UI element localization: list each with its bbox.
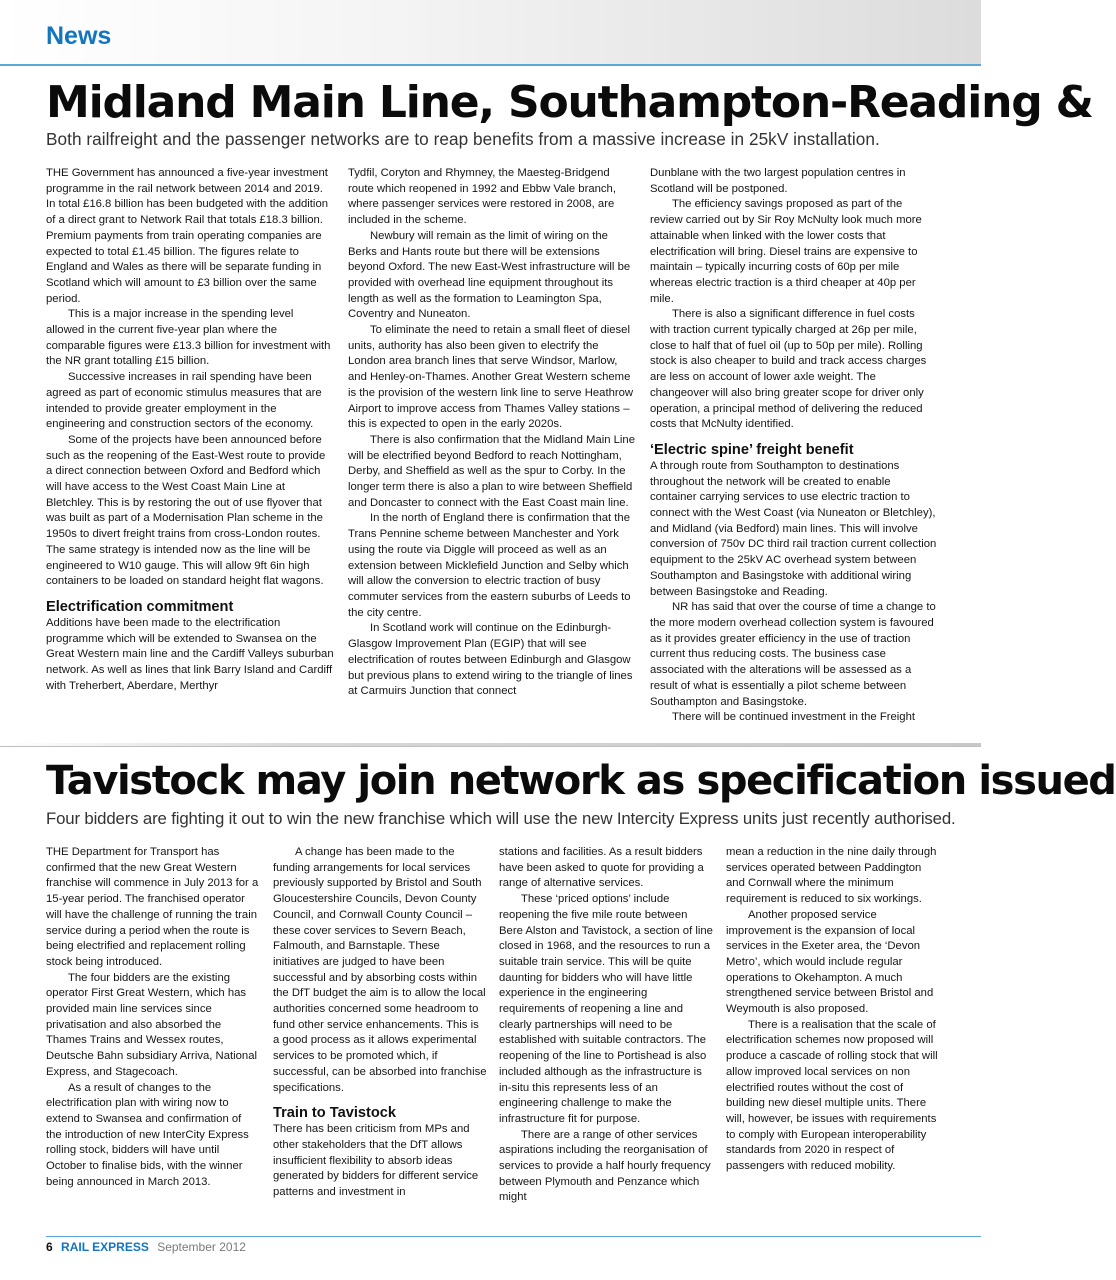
paragraph: THE Department for Transport has confirmed that the new Great Western franchise will commence in July 2013 for a 15-year period. The franchised operator will have the challenge of running the train service during a period when the route is being electrified and replacement rolling stock being introduced. (46, 846, 259, 968)
paragraph: There is also confirmation that the Midland Main Line will be electrified beyond Bedford to reach Nottingham, Derby, and Sheffield as well as the spur to Corby. In the longer term there is also a plan to wire between Sheffield and Doncaster to connect with the East Coast main line. (348, 433, 635, 509)
page-number: 6 (46, 1240, 53, 1254)
section-label: News (46, 22, 112, 50)
article-divider (0, 743, 981, 747)
article2-standfirst: Four bidders are fighting it out to win the new franchise which will use the new Intercity Express units just recently authorised. (46, 809, 956, 828)
subheading: ‘Electric spine’ freight benefit (650, 441, 854, 458)
paragraph: Another proposed service improvement is the expansion of local services in the Exeter area, the ‘Devon Metro’, which would include regular operations to Okehampton. A much strengthened service between Bristol and Weymouth is also proposed. (726, 908, 934, 1016)
paragraph: The efficiency savings proposed as part of the review carried out by Sir Roy McNulty look much more attainable when linked with the lower costs that electrification will bring. Diesel trains are expensive to maintain – typically incurring costs of 60p per mile whereas electric traction is a third cheaper at 40p per mile. (650, 198, 922, 305)
paragraph: Tydfil, Coryton and Rhymney, the Maesteg-Bridgend route which reopened in 1992 and Ebbw Vale branch, where passenger services were restored in 2008, are included in the scheme. (348, 167, 616, 227)
article2-headline: Tavistock may join network as specification issued (46, 758, 1116, 804)
article1-headline: Midland Main Line, Southampton-Reading & (46, 77, 1093, 128)
article1-column-1 (46, 166, 334, 695)
paragraph: This is a major increase in the spending level allowed in the current five-year plan where the comparable figures were £13.3 billion for investment with the NR grant totalling £15 billion. (46, 308, 331, 368)
paragraph: In the north of England there is confirmation that the Trans Pennine scheme between Manchester and York using the route via Diggle will proceed as well as an extension between Micklefield Junction and Selby which will allow the conversion to electric traction of busy commuter services from the eastern suburbs of Leeds to the city centre. (348, 512, 631, 619)
paragraph: There are a range of other services aspirations including the reorganisation of services to provide a half hourly frequency between Plymouth and Penzance which might (499, 1128, 711, 1204)
paragraph: Additions have been made to the electrification programme which will be extended to Swansea on the Great Western main line and the Cardiff Valleys suburban network. As well as lines that link Barry Island and Cardiff with Treherbert, Aberdare, Merthyr (46, 616, 334, 692)
paragraph: The four bidders are the existing operator First Great Western, which has provided main line services since privatisation and also absorbed the Thames Trains and Wessex routes, Deutsche Bahn subsidiary Arriva, National Express, and Stagecoach. (46, 971, 257, 1078)
article1-column-3 (650, 166, 938, 726)
paragraph: There will be continued investment in the Freight (672, 711, 916, 724)
magazine-name: RAIL EXPRESS (61, 1240, 149, 1254)
paragraph: To eliminate the need to retain a small fleet of diesel units, authority has also been given to electrify the London area branch lines that serve Windsor, Marlow, and Henley-on-Thames. Another Great Western scheme is the provision of the western link line to serve Heathrow Airport to improve access from Thames Valley stations – this is expected to open in the early 2020s. (348, 324, 634, 431)
paragraph: THE Government has announced a five-year investment programme in the rail network between 2014 and 2019. In total £16.8 billion has been budgeted with the addition of a direct grant to Network Rail that totals £18.3 billion. Premium payments from train operating companies are expected to total £1.45 billion. The figures relate to England and Wales as there will be separate funding in Scotland which will amount to £3 billion over the same period. (46, 167, 329, 305)
paragraph: There is also a significant difference in fuel costs with traction current typically charged at 26p per mile, close to half that of fuel oil (up to 50p per mile). Rolling stock is also cheaper to build and track access charges are less on account of lower axle weight. The changeover will also bring greater scope for driver only operation, a principal method of delivering the reduced costs that McNulty identified. (650, 308, 927, 431)
article2-column-1 (46, 845, 260, 1190)
subheading: Train to Tavistock (273, 1105, 396, 1122)
article1-column-2 (348, 166, 636, 700)
page-footer (46, 1240, 246, 1254)
paragraph: In Scotland work will continue on the Edinburgh-Glasgow Improvement Plan (EGIP) that will see electrification of routes between Edinburgh and Glasgow but previous plans to extend wiring to the triangle of lines at Carmuirs Junction that connect (348, 622, 633, 698)
subheading: Electrification commitment (46, 598, 234, 615)
paragraph: A through route from Southampton to destinations throughout the network will be created to enable container carrying services to use electric traction to connect with the West Coast (via Nuneaton or Bletchley), and Midland (via Bedford) main lines. This will involve conversion of 750v DC third rail traction current collection equipment to the 25kV AC overhead system between Southampton and Basingstoke with additional wiring between Basingstoke and Reading. (650, 459, 937, 598)
paragraph: Some of the projects have been announced before such as the reopening of the East-West route to provide a direct connection between Oxford and Bedford which will have access to the West Coast Main Line at Bletchley. This is by restoring the out of use flyover that was built as part of a Modernisation Plan scheme in the 1950s to divert freight trains from cross-London routes. The same strategy is intended now as the line will be engineered to W10 gauge. This will allow 9ft 6in high containers to be loaded on standard height flat wagons. (46, 433, 326, 588)
paragraph: Newbury will remain as the limit of wiring on the Berks and Hants route but there will be extensions beyond Oxford. The new East-West infrastructure will be provided with overhead line equipment throughout its length as well as the formation to Leamington Spa, Coventry and Nuneaton. (348, 229, 631, 321)
article2-column-3 (499, 845, 713, 1206)
paragraph: A change has been made to the funding arrangements for local services previously supported by Bristol and South Gloucestershire Councils, Devon County Council, and Cornwall County Council – these cover services to Severn Beach, Falmouth, and Barnstaple. These initiatives are judged to have been successful and by absorbing costs within the DfT budget the aim is to allow the local authorities concerned some headroom to fund other service enhancements. This is a good process as it allows experimental services to be promoted which, if successful, can be absorbed into franchise specifications. (273, 846, 487, 1094)
section-header-bar (0, 0, 981, 66)
paragraph: There has been criticism from MPs and other stakeholders that the DfT allows insufficient flexibility to absorb ideas generated by bidders for different service patterns and investment in (273, 1123, 479, 1199)
issue-date: September 2012 (157, 1240, 246, 1254)
paragraph: Dunblane with the two largest population centres in Scotland will be postponed. (650, 167, 906, 195)
paragraph: NR has said that over the course of time a change to the more modern overhead collection system is favoured as it provides greater efficiency in the use of traction current thus reducing costs. The business case associated with the alterations will be assessed as a result of what is essentially a pilot scheme between Southampton and Basingstoke. (650, 601, 936, 708)
footer-rule (46, 1236, 981, 1237)
paragraph: Successive increases in rail spending have been agreed as part of economic stimulus measures that are intended to provide greater employment in the engineering and construction sectors of the economy. (46, 371, 322, 431)
article2-column-4 (726, 845, 940, 1175)
paragraph: stations and facilities. As a result bidders have been asked to quote for providing a range of alternative services. (499, 846, 704, 890)
article1-standfirst: Both railfreight and the passenger networks are to reap benefits from a massive increase in 25kV installation. (46, 129, 880, 149)
paragraph: mean a reduction in the nine daily through services operated between Paddington and Cornwall where the minimum requirement is reduced to six workings. (726, 846, 937, 906)
paragraph: These ‘priced options’ include reopening the five mile route between Bere Alston and Tavistock, a section of line closed in 1968, and the resources to run a suitable train service. This will be quite daunting for bidders who will have little experience in the engineering requirements of reopening a line and clearly partnerships will need to be established with suitable contractors. The reopening of the line to Portishead is also included although as the infrastructure is in-situ this represents less of an engineering challenge to make the infrastructure fit for purpose. (499, 893, 713, 1125)
paragraph: There is a realisation that the scale of electrification schemes now proposed will produce a cascade of rolling stock that will allow improved local services on non electrified routes without the cost of building new diesel multiple units. There will, however, be issues with requirements to comply with European interoperability standards from 2020 in respect of passengers with reduced mobility. (726, 1018, 938, 1173)
paragraph: As a result of changes to the electrification plan with wiring now to extend to Swansea and confirmation of the introduction of new InterCity Express rolling stock, bidders will have until October to finalise bids, with the winner being announced in March 2013. (46, 1081, 249, 1188)
article2-column-2 (273, 845, 487, 1201)
